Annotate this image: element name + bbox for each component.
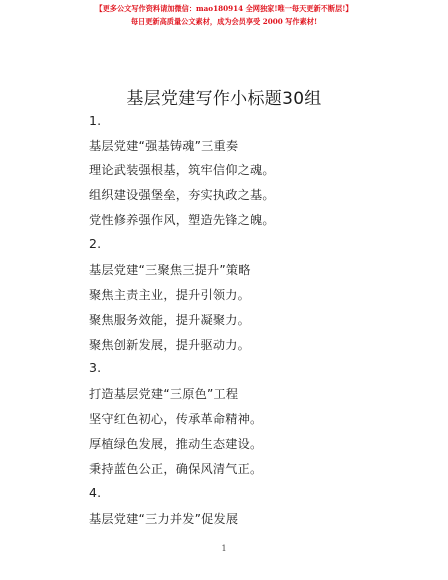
section-number: 2. [89, 236, 102, 251]
section-line: 聚焦主责主业，提升引领力。 [89, 288, 251, 302]
section-line: 秉持蓝色公正，确保风清气正。 [89, 462, 263, 476]
section-heading: 基层党建“强基铸魂”三重奏 [89, 139, 239, 153]
section-heading: 打造基层党建“三原色”工程 [89, 387, 239, 401]
section-number: 3. [89, 360, 102, 375]
section-number: 1. [89, 113, 102, 128]
section-line: 聚焦创新发展，提升驱动力。 [89, 338, 251, 352]
section-heading: 基层党建“三力并发”促发展 [89, 512, 239, 526]
header-banner-promo: 【更多公文写作资料请加微信：mao180914 全网独家!唯一每天更新不断层!】 [95, 4, 353, 13]
header-banner-subline: 每日更新高质量公文素材，成为会员享受 2000 写作素材! [130, 17, 318, 26]
section-number: 4. [89, 485, 102, 500]
section-line: 厚植绿色发展，推动生态建设。 [89, 437, 263, 451]
section-line: 理论武装强根基，筑牢信仰之魂。 [89, 163, 275, 177]
section-heading: 基层党建“三聚焦三提升”策略 [89, 263, 251, 277]
section-line: 坚守红色初心，传承革命精神。 [89, 412, 263, 426]
section-line: 党性修养强作风，塑造先锋之魄。 [89, 213, 275, 227]
document-title: 基层党建写作小标题30组 [126, 89, 322, 109]
page-number: 1 [221, 544, 227, 553]
section-line: 聚焦服务效能，提升凝聚力。 [89, 313, 251, 327]
section-line: 组织建设强堡垒，夯实执政之基。 [89, 188, 275, 202]
